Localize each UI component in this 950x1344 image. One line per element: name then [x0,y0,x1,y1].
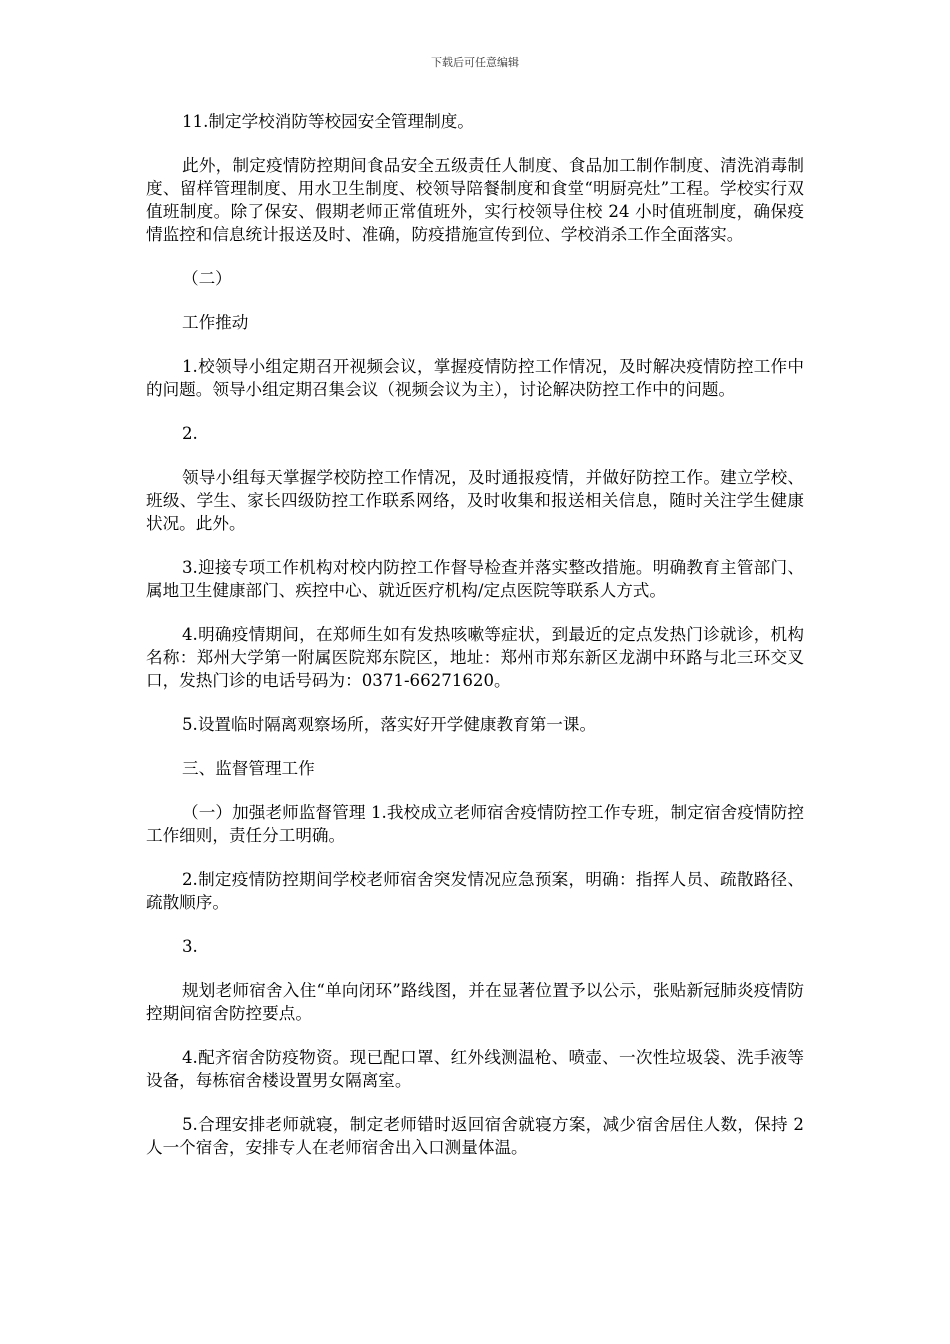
section-heading: 工作推动 [182,313,249,332]
paragraph: 5.设置临时隔离观察场所，落实好开学健康教育第一课。 [182,715,597,734]
paragraph: 4.明确疫情期间，在郑师生如有发热咳嗽等症状，到最近的定点发热门诊就诊，机构名称：郑州大学第一附属医院郑东院区，地址：郑州市郑东新区龙湖中环路与北三环交叉口，发热门诊的电话号码为：0371-66271620。 [146,625,804,690]
paragraph: （一）加强老师监督管理 1.我校成立老师宿舍疫情防控工作专班，制定宿舍疫情防控工作细则，责任分工明确。 [146,803,804,845]
paragraph: 5.合理安排老师就寝，制定老师错时返回宿舍就寝方案，减少宿舍居住人数，保持 2 人一个宿舍，安排专人在老师宿舍出入口测量体温。 [146,1115,804,1157]
paragraph: 1.校领导小组定期召开视频会议，掌握疫情防控工作情况，及时解决疫情防控工作中的问题。领导小组定期召集会议（视频会议为主），讨论解决防控工作中的问题。 [146,357,804,399]
page-header: 下载后可任意编辑 [431,56,519,69]
section-heading: （二） [182,269,232,288]
paragraph: 规划老师宿舍入住“单向闭环”路线图，并在显著位置予以公示，张贴新冠肺炎疫情防控期间宿舍防控要点。 [146,981,804,1023]
paragraph: 4.配齐宿舍防疫物资。现已配口罩、红外线测温枪、喷壶、一次性垃圾袋、洗手液等设备，每栋宿舍楼设置男女隔离室。 [146,1048,804,1090]
paragraph: 领导小组每天掌握学校防控工作情况，及时通报疫情，并做好防控工作。建立学校、班级、学生、家长四级防控工作联系网络，及时收集和报送相关信息，随时关注学生健康状况。此外。 [146,468,804,533]
section-heading: 三、监督管理工作 [182,759,315,778]
document-body [146,110,804,1180]
list-number: 3. [182,937,198,956]
paragraph: 此外，制定疫情防控期间食品安全五级责任人制度、食品加工制作制度、清洗消毒制度、留样管理制度、用水卫生制度、校领导陪餐制度和食堂“明厨亮灶”工程。学校实行双值班制度。除了保安、假期老师正常值班外，实行校领导住校 24 小时值班制度，确保疫情监控和信息统计报送及时、准确，防疫措施宣传到位、学校消杀工作全面落实。 [146,156,804,244]
paragraph: 2.制定疫情防控期间学校老师宿舍突发情况应急预案，明确：指挥人员、疏散路径、疏散顺序。 [146,870,804,912]
paragraph: 11.制定学校消防等校园安全管理制度。 [182,112,474,131]
list-number: 2. [182,424,198,443]
paragraph: 3.迎接专项工作机构对校内防控工作督导检查并落实整改措施。明确教育主管部门、属地卫生健康部门、疾控中心、就近医疗机构/定点医院等联系人方式。 [146,558,804,600]
